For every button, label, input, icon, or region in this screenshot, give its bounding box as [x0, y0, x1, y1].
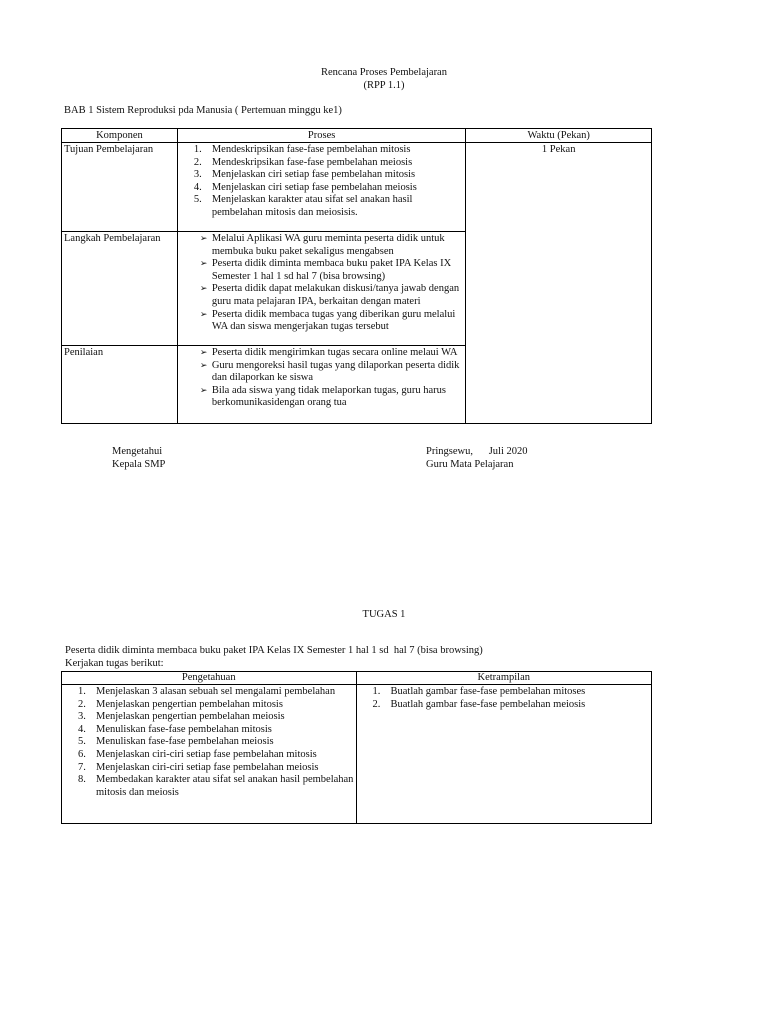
component-cell: Langkah Pembelajaran — [62, 232, 178, 346]
time-cell: 1 Pekan — [466, 143, 652, 424]
header-komponen: Komponen — [62, 129, 178, 143]
signature-right-line1: Pringsewu, Juli 2020 — [426, 446, 528, 457]
list-item: ➢ Peserta didik dapat melakukan diskusi/tanya jawab dengan guru mata pelajaran IPA, berkaitan dengan materi — [178, 283, 466, 308]
list-item: Buatlah gambar fase-fase pembelahan meiosis — [390, 698, 586, 710]
list-item: Buatlah gambar fase-fase pembelahan mitoses — [390, 686, 586, 697]
task-title: TUGAS 1 — [362, 609, 406, 620]
component-cell: Tujuan Pembelajaran — [62, 143, 178, 232]
list-item: Mendeskripsikan fase-fase pembelahan mitosis — [211, 144, 411, 155]
list-item: Menjelaskan 3 alasan sebuah sel mengalami pembelahan — [96, 686, 336, 697]
signature-left-line1: Mengetahui — [112, 446, 163, 457]
list-item: ➢ Peserta didik diminta membaca buku paket IPA Kelas IX Semester 1 hal 1 sd hal 7 (bisa browsing) — [178, 258, 466, 283]
process-cell — [177, 232, 466, 346]
header-pengetahuan: Pengetahuan — [62, 672, 357, 685]
task-subinstruction: Kerjakan tugas berikut: — [65, 658, 164, 669]
document-code: (RPP 1.1) — [363, 80, 405, 91]
signature-left-line2: Kepala SMP — [112, 459, 166, 470]
list-item: ➢ Melalui Aplikasi WA guru meminta peserta didik untuk membuka buku paket sekaligus mengabsen — [178, 233, 466, 258]
list-item: Menjelaskan karakter atau sifat sel anakan hasil pembelahan mitosis dan meiosisis. — [211, 194, 413, 218]
process-cell — [177, 346, 466, 424]
list-item: Membedakan karakter atau sifat sel anakan hasil pembelahan mitosis dan meiosis — [96, 774, 354, 798]
assessment-list — [178, 347, 466, 410]
knowledge-list — [62, 686, 356, 799]
signature-right-line2: Guru Mata Pelajaran — [426, 459, 514, 470]
rpp-table-header-row — [62, 129, 652, 143]
list-item: Menjelaskan ciri-ciri setiap fase pembelahan meiosis — [96, 761, 319, 773]
list-item: Menjelaskan ciri setiap fase pembelahan mitosis — [211, 169, 416, 181]
skills-list — [357, 686, 652, 711]
header-ketrampilan: Ketrampilan — [356, 672, 652, 685]
list-item: ➢ Bila ada siswa yang tidak melaporkan tugas, guru harus berkomunikasidengan orang tua — [178, 385, 466, 410]
knowledge-cell — [62, 685, 357, 824]
header-proses: Proses — [177, 129, 466, 143]
process-cell — [177, 143, 466, 232]
rpp-table — [61, 128, 652, 424]
list-item: Menuliskan fase-fase pembelahan mitosis — [96, 723, 272, 735]
list-item: Menuliskan fase-fase pembelahan meiosis — [96, 736, 274, 748]
skills-cell — [356, 685, 652, 824]
list-item: ➢ Peserta didik mengirimkan tugas secara online melaui WA — [178, 347, 466, 360]
list-item: ➢ Peserta didik membaca tugas yang diberikan guru melalui WA dan siswa mengerjakan tugas tersebut — [178, 309, 466, 334]
list-item: ➢ Guru mengoreksi hasil tugas yang dilaporkan peserta didik dan dilaporkan ke siswa — [178, 360, 466, 385]
component-cell: Penilaian — [62, 346, 178, 424]
task-table — [61, 671, 652, 824]
steps-list — [178, 233, 466, 334]
task-table-header-row — [62, 672, 652, 685]
table-row — [62, 143, 652, 232]
table-row — [62, 685, 652, 824]
list-item: Menjelaskan ciri setiap fase pembelahan meiosis — [211, 181, 417, 193]
list-item: Menjelaskan ciri-ciri setiap fase pembelahan mitosis — [96, 748, 317, 760]
task-instruction: Peserta didik diminta membaca buku paket IPA Kelas IX Semester 1 hal 1 sd hal 7 (bisa browsing) — [65, 645, 483, 656]
list-item: Menjelaskan pengertian pembelahan mitosis — [96, 698, 283, 710]
list-item: Mendeskripsikan fase-fase pembelahan meiosis — [211, 156, 413, 168]
chapter-heading: BAB 1 Sistem Reproduksi pda Manusia ( Pertemuan minggu ke1) — [64, 105, 342, 116]
header-waktu: Waktu (Pekan) — [466, 129, 652, 143]
document-title: Rencana Proses Pembelajaran — [321, 67, 447, 78]
objectives-list — [178, 144, 466, 220]
list-item: Menjelaskan pengertian pembelahan meiosis — [96, 711, 285, 723]
